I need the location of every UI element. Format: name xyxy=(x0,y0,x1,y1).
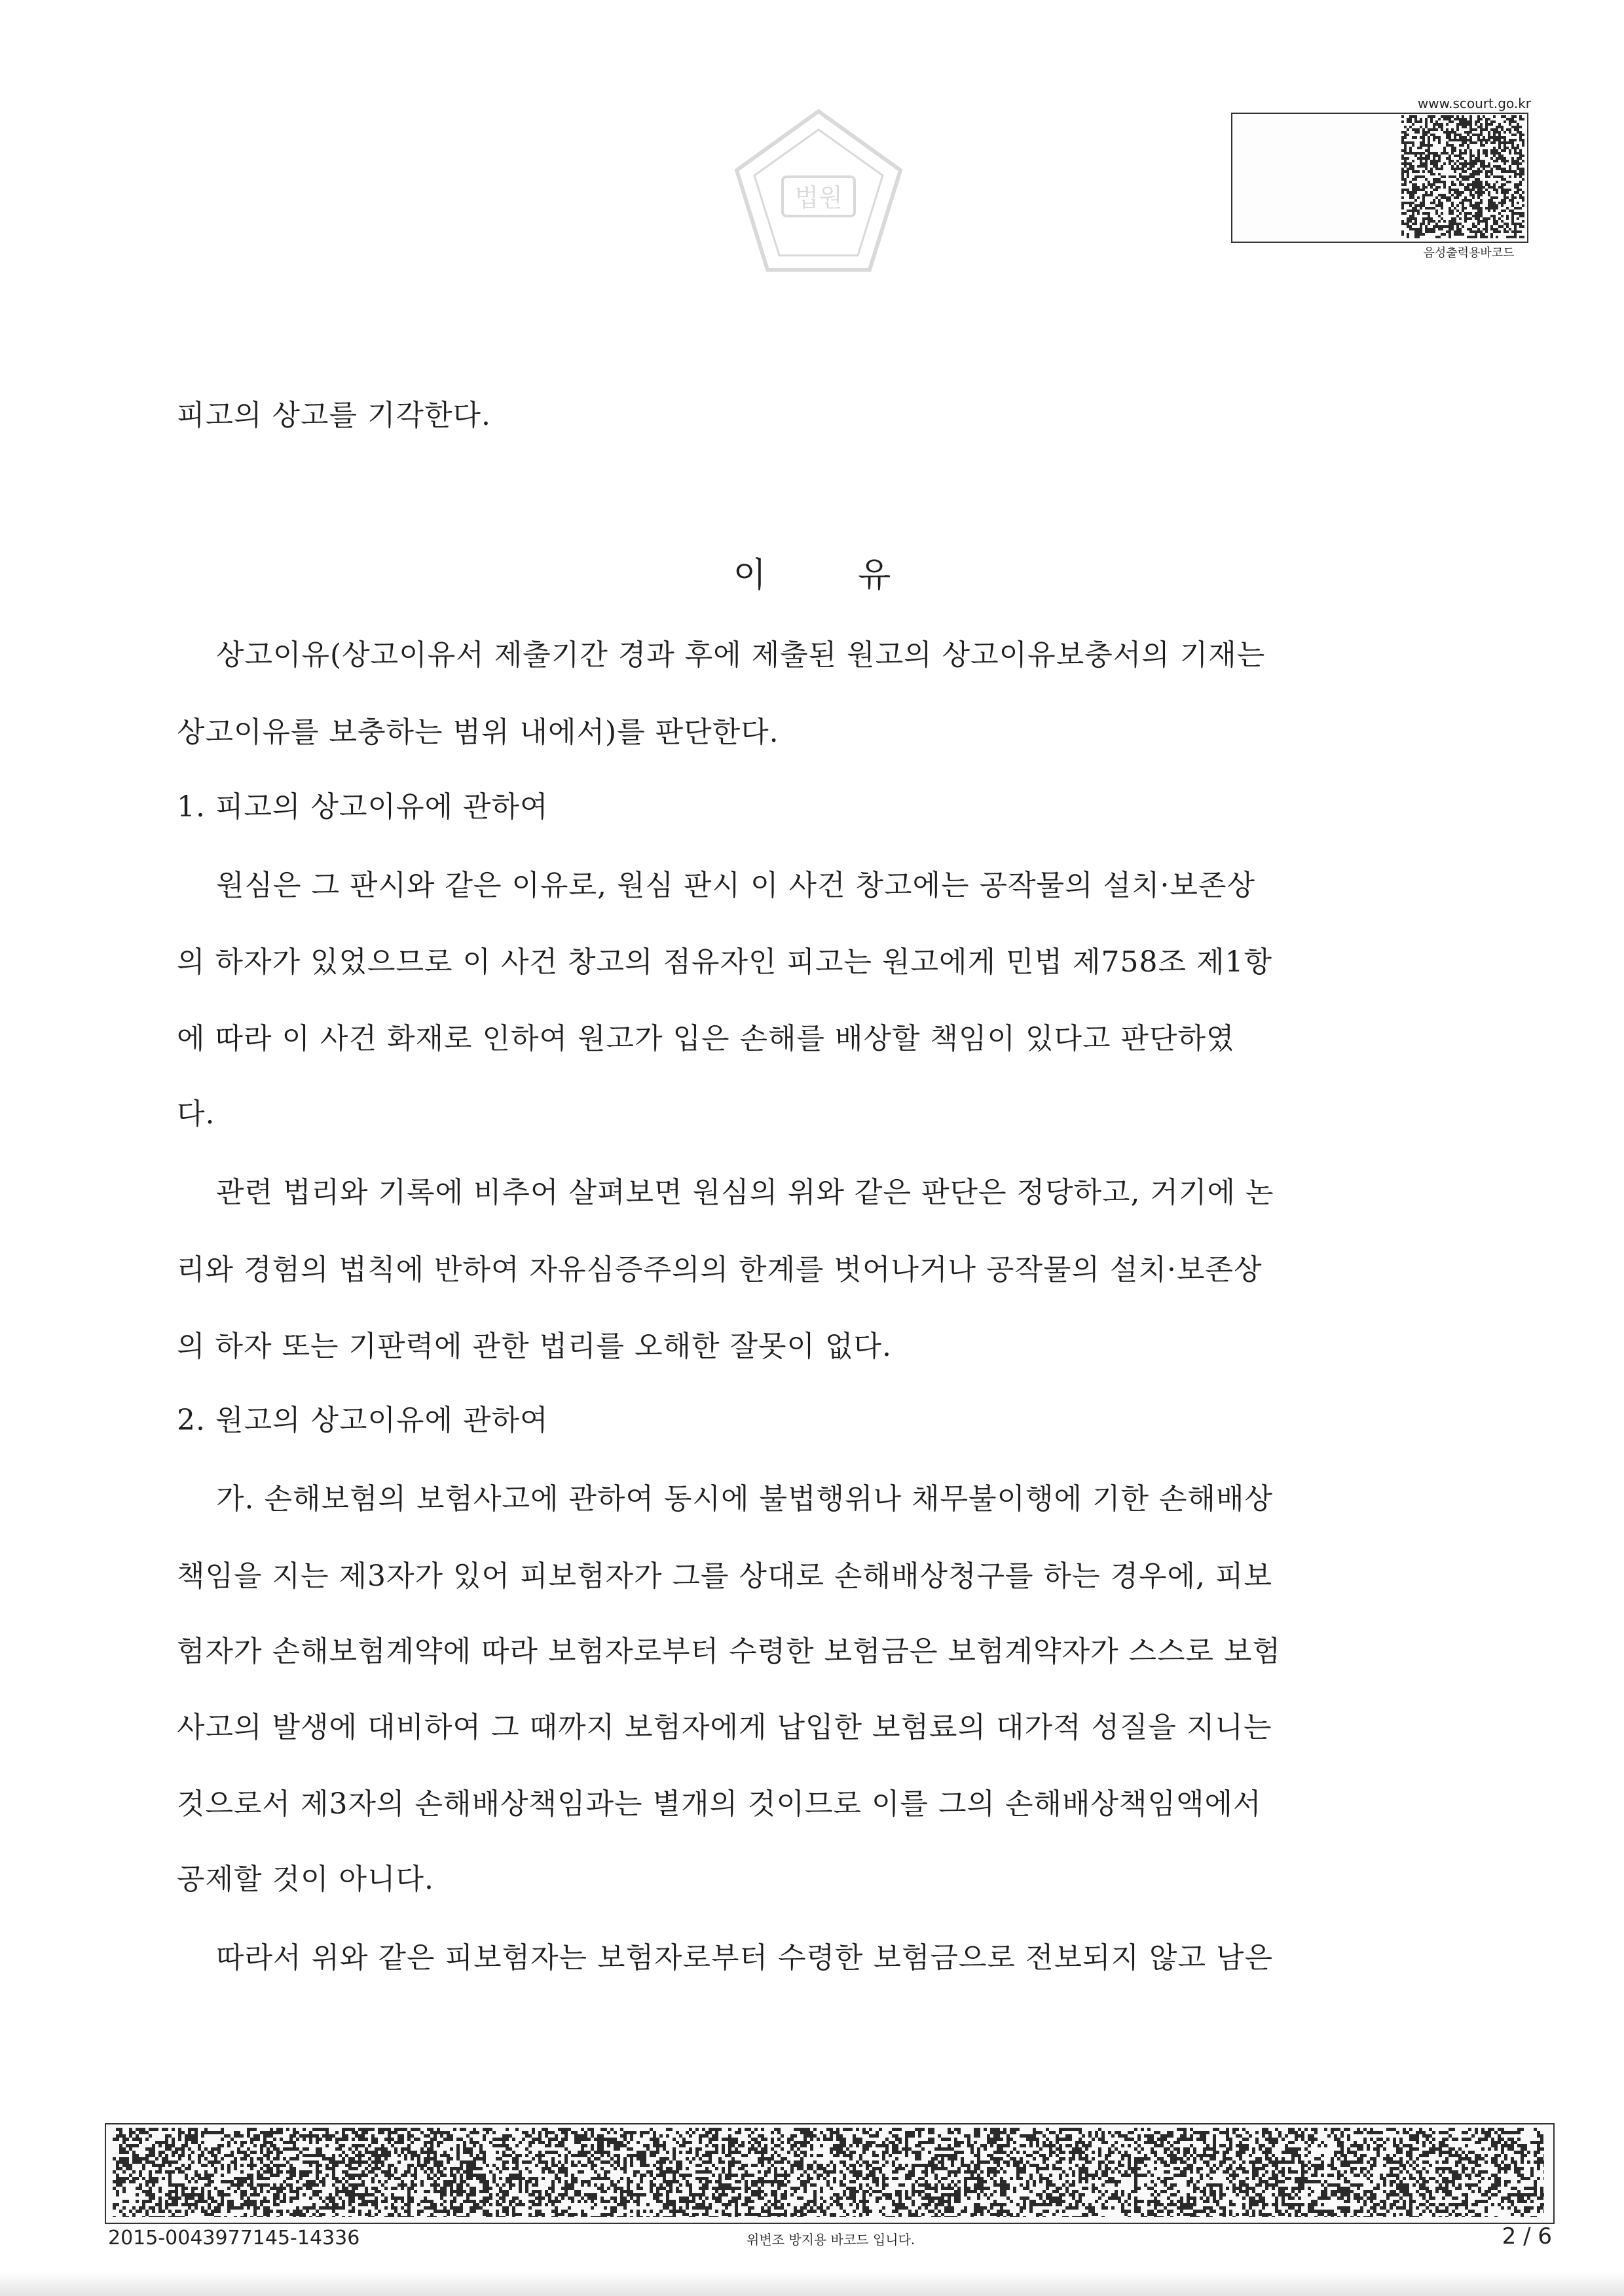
paragraph-line: 가. 손해보험의 보험사고에 관하여 동시에 불법행위나 채무불이행에 기한 손해배상 xyxy=(216,1482,1274,1516)
paragraph-line: 다. xyxy=(177,1097,215,1131)
page-number: 2 / 6 xyxy=(1502,2223,1552,2250)
seal-text: 법원 xyxy=(794,183,843,212)
court-website: www.scourt.go.kr xyxy=(1417,96,1531,111)
paragraph-line: 사고의 발생에 대비하여 그 때까지 보험자에게 납입한 보험료의 대가적 성질을 지니는 xyxy=(177,1711,1272,1744)
paragraph-line: 험자가 손해보험계약에 따라 보험자로부터 수령한 보험금은 보험계약자가 스스로 보험 xyxy=(177,1635,1282,1668)
paragraph-line: 리와 경험의 법칙에 반하여 자유심증주의의 한계를 벗어나거나 공작물의 설치·보존상 xyxy=(177,1253,1263,1286)
section-heading: 1. 피고의 상고이유에 관하여 xyxy=(177,790,549,824)
audio-barcode-caption: 음성출력용바코드 xyxy=(1423,246,1515,260)
document-id: 2015-0043977145-14336 xyxy=(108,2227,360,2250)
section-heading: 2. 원고의 상고이유에 관하여 xyxy=(177,1404,549,1437)
paragraph-line: 에 따라 이 사건 화재로 인하여 원고가 입은 손해를 배상할 책임이 있다고 판단하였 xyxy=(177,1022,1235,1055)
scan-edge xyxy=(0,2272,1624,2296)
paragraph-line: 의 하자 또는 기판력에 관한 법리를 오해한 잘못이 없다. xyxy=(177,1330,892,1363)
ruling-text: 피고의 상고를 기각한다. xyxy=(177,399,491,432)
paragraph-line: 책임을 지는 제3자가 있어 피보험자가 그를 상대로 손해배상청구를 하는 경우에, 피보 xyxy=(177,1559,1272,1593)
paragraph-line: 것으로서 제3자의 손해배상책임과는 별개의 것이므로 이를 그의 손해배상책임액에서 xyxy=(177,1787,1262,1821)
reason-heading-char: 유 xyxy=(858,556,891,595)
paragraph-line: 의 하자가 있었으므로 이 사건 창고의 점유자인 피고는 원고에게 민법 제758조 제1항 xyxy=(177,945,1272,979)
reason-heading xyxy=(0,547,1624,596)
anti-forgery-caption: 위변조 방지용 바코드 입니다. xyxy=(747,2232,915,2248)
barcode-dots xyxy=(1401,115,1524,238)
audio-barcode xyxy=(1401,115,1524,238)
anti-forgery-barcode xyxy=(113,2128,1544,2217)
barcode-dots xyxy=(113,2128,1544,2217)
paragraph-line: 관련 법리와 기록에 비추어 살펴보면 원심의 위와 같은 판단은 정당하고, 거기에 논 xyxy=(216,1176,1274,1209)
paragraph-line: 따라서 위와 같은 피보험자는 보험자로부터 수령한 보험금으로 전보되지 않고 남은 xyxy=(216,1941,1274,1975)
paragraph-line: 원심은 그 판시와 같은 이유로, 원심 판시 이 사건 창고에는 공작물의 설치·보존상 xyxy=(216,869,1255,902)
paragraph-line: 상고이유(상고이유서 제출기간 경과 후에 제출된 원고의 상고이유보충서의 기재는 xyxy=(216,638,1266,672)
reason-heading-char: 이 xyxy=(733,556,766,595)
court-seal-icon xyxy=(720,98,917,288)
paragraph-line: 상고이유를 보충하는 범위 내에서)를 판단한다. xyxy=(177,716,779,749)
paragraph-line: 공제할 것이 아니다. xyxy=(177,1863,434,1896)
